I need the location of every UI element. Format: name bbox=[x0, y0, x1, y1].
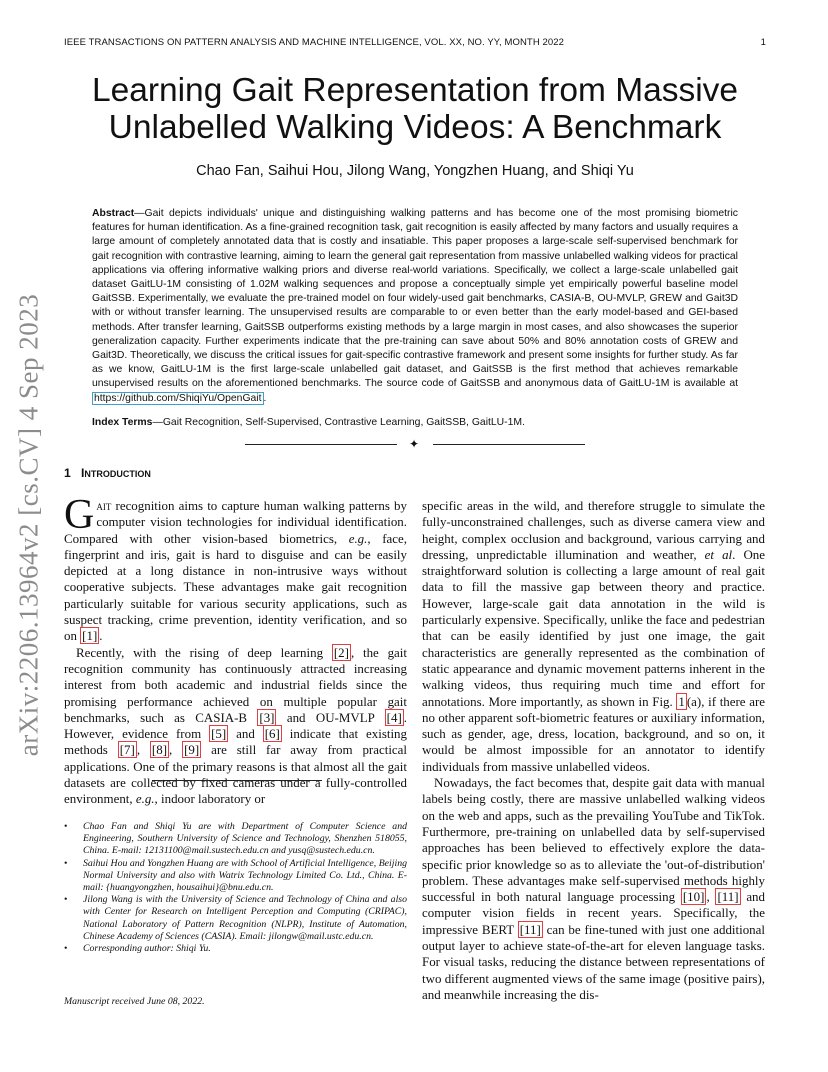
abstract-text: —Gait depicts individuals' unique and distinguishing walking patterns and has become one of the most promising biometric features for human identification. As a fine-grained recognition task, gait recognition is easily affected by many factors and usually requires a large amount of completely annotated data that is costly and insatiable. This paper proposes a large-scale self-supervised benchmark for gait recognition with contrastive learning, aiming to learn the general gait representation from massive unlabelled walking videos for practical applications via offering informative walking priors and diverse real-world variations. Specifically, we collect a large-scale unlabelled gait dataset GaitLU-1M consisting of 1.02M walking sequences and propose a conceptually simple yet empirically powerful baseline model GaitSSB. Experimentally, we evaluate the pre-trained model on four widely-used gait benchmarks, CASIA-B, OU-MVLP, GREW and Gait3D with or without transfer learning. The unsupervised results are comparable to or even better than the early model-based and GEI-based methods. After transfer learning, GaitSSB outperforms existing methods by a large margin in most cases, and also showcases the superior generalization capacity. Further experiments indicate that the pre-training can save about 50% and 80% annotation costs of GREW and Gait3D. Theoretically, we discuss the critical issues for gait-specific contrastive framework and present some insights for further study. As far as we know, GaitLU-1M is the first large-scale unlabelled gait dataset, and GaitSSB is the first method that achieves remarkable unsupervised results on the aforementioned benchmarks. The source code of GaitSSB and anonymous data of GaitLU-1M is available at bbox=[92, 208, 738, 390]
footnotes bbox=[64, 821, 407, 955]
running-header bbox=[64, 37, 766, 48]
manuscript-note: Manuscript received June 08, 2022. bbox=[64, 996, 205, 1007]
citation-link[interactable]: [5] bbox=[211, 726, 227, 742]
arxiv-stamp bbox=[5, 290, 53, 760]
abstract bbox=[92, 207, 738, 406]
journal-name: IEEE TRANSACTIONS ON PATTERN ANALYSIS AND MACHINE INTELLIGENCE, VOL. XX, NO. YY, MONTH 2022 bbox=[64, 37, 565, 48]
body-column-left bbox=[64, 492, 407, 808]
title-line-2: Unlabelled Walking Videos: A Benchmark bbox=[108, 109, 722, 146]
abstract-end: . bbox=[263, 392, 267, 404]
citation-link[interactable]: [11] bbox=[717, 889, 739, 905]
citation-link[interactable]: [4] bbox=[386, 709, 402, 725]
citation-link[interactable]: [2] bbox=[333, 644, 349, 660]
section-title: Introduction bbox=[80, 466, 151, 480]
footnote-item: • Jilong Wang is with the University of Science and Technology of China and also with Center for Research on Intelligent Perception and Computing (CRIPAC), National Laboratory of Pattern Recognition (NLPR), Institute of Automation, Chinese Academy of Sciences (CASIA). Email: jilongw@mail.ustc.edu.cn. bbox=[64, 894, 407, 943]
divider-diamond-icon: ✦ bbox=[409, 437, 420, 451]
citation-link[interactable]: [6] bbox=[264, 726, 280, 742]
paper-title bbox=[64, 72, 766, 146]
paragraph: Gait recognition aims to capture human walking patterns by computer vision technologies for individual identification. Compared with other vision-based biometrics, e.g., face, fingerprint and iris, gait is hard to disguise and can be easily depicted at a long distance in non-intrusive ways without cooperative subjects. These advantages make gait recognition particularly suitable for various security applications, such as suspect tracking, crime prevention, identity verification, and so on [1] . bbox=[64, 492, 407, 644]
index-terms-label: Index Terms bbox=[92, 417, 153, 428]
paragraph: specific areas in the wild, and therefore struggle to simulate the fully-unconstrained challenges, such as diverse camera view and height, complex occlusion and background, various carrying and dressing, unpredictable illumination and weather, et al. One straightforward solution is collecting a large amount of real gait data to fill the massive gap between theory and practice. However, large-scale gait data annotation in the wild is particularly expensive. Specifically, unlike the face and pedestrian that can be easily identified by just one image, the gait characteristics are generally represented as the combination of static appearance and dynamic movement patterns inherent in the walking videos, thus requiring much time and effort for annotations. More importantly, as shown in Fig. 1 (a), if there are no other apparent soft-biometric features or auxiliary information, such as gender, age, dress, location, background, and so on, it would be almost impossible for an annotator to identify individuals from massive unlabelled videos. bbox=[422, 498, 765, 774]
footnote-rule bbox=[152, 780, 322, 781]
citation-link[interactable]: [3] bbox=[259, 709, 275, 725]
citation-link[interactable]: [9] bbox=[184, 742, 200, 758]
title-line-1: Learning Gait Representation from Massive bbox=[91, 72, 739, 109]
footnote-item: • Corresponding author: Shiqi Yu. bbox=[64, 943, 407, 955]
code-link[interactable]: https://github.com/ShiqiYu/OpenGait bbox=[94, 392, 262, 404]
index-terms-text: —Gait Recognition, Self-Supervised, Contrastive Learning, GaitSSB, GaitLU-1M. bbox=[152, 417, 525, 428]
citation-link[interactable]: [11] bbox=[519, 921, 541, 937]
section-number: 1 bbox=[64, 466, 71, 480]
body-column-right bbox=[422, 498, 765, 1003]
citation-link[interactable]: [8] bbox=[151, 742, 168, 758]
author-list: Chao Fan, Saihui Hou, Jilong Wang, Yongzhen Huang, and Shiqi Yu bbox=[196, 163, 634, 179]
divider-line-right bbox=[433, 444, 585, 445]
section-divider bbox=[245, 437, 585, 451]
citation-link[interactable]: [10] bbox=[682, 889, 705, 905]
divider-line-left bbox=[245, 444, 397, 445]
citation-link[interactable]: [7] bbox=[119, 742, 135, 758]
arxiv-id: arXiv:2206.13964v2 [cs.CV] 4 Sep 2023 bbox=[13, 293, 44, 757]
index-terms bbox=[92, 417, 738, 428]
paragraph: Nowadays, the fact becomes that, despite gait data with manual labels being costly, there are massive unlabelled walking videos on the web and apps, such as the prevailing YouTube and TikTok. Furthermore, pre-training on unlabelled data by self-supervised approaches has been believed to effectively explore the data-specific prior knowledge so as to alleviate the 'out-of-distribution' problem. These advantages make self-supervised methods highly successful in both natural language processing [10] , [11] and computer vision fields in recent years. Specifically, the impressive BERT [11] can be fine-tuned with just one additional output layer to achieve state-of-the-art for eleven language tasks. For visual tasks, reducing the distance between representations of two different augmented views of the same image (positive pairs), and meanwhile increasing the dis- bbox=[422, 775, 765, 1002]
page-number: 1 bbox=[760, 37, 766, 48]
abstract-label: Abstract bbox=[92, 208, 135, 219]
footnote-item: • Chao Fan and Shiqi Yu are with Department of Computer Science and Engineering, Southern University of Science and Technology, Shenzhen 518055, China. E-mail: 12131100@mail.sustech.edu.cn and yusq@sustech.edu.cn. bbox=[64, 821, 407, 858]
footnote-item: • Saihui Hou and Yongzhen Huang are with School of Artificial Intelligence, Beijing Normal University and also with Watrix Technology Limited Co. Ltd., China. E-mail: {huangyongzhen, housaihui}@bnu.edu.cn. bbox=[64, 858, 407, 895]
citation-link[interactable]: [1] bbox=[82, 628, 98, 644]
section-heading bbox=[64, 466, 151, 480]
figure-link[interactable]: 1 bbox=[678, 693, 685, 709]
drop-cap: G bbox=[64, 492, 95, 538]
paragraph: Recently, with the rising of deep learning [2] , the gait recognition community has continuously attracted increasing interest from both academic and industrial fields since the promising performance achieved on multiple popular gait benchmarks, such as CASIA-B [3] and OU-MVLP [4] . However, evidence from [5] and [6] indicate that existing methods [7] , [8] , [9] are still far away from practical applications. One of the primary reasons is that almost all the gait datasets are collected by fixed cameras under a fully-controlled environment, e.g., indoor laboratory or bbox=[64, 644, 407, 807]
